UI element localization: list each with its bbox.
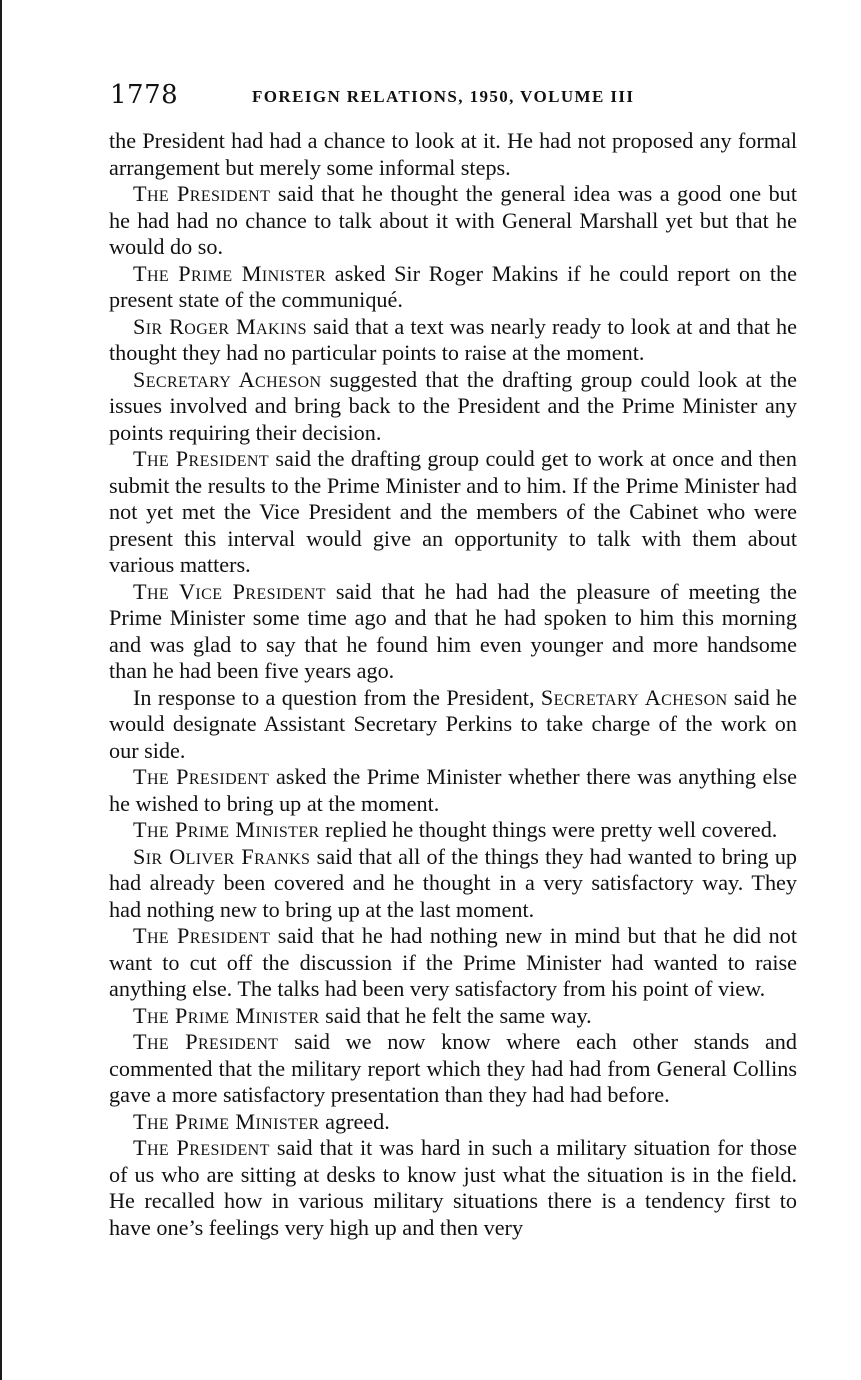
speaker-name: The President [133, 181, 271, 206]
running-head-title: FOREIGN RELATIONS, 1950, VOLUME III [252, 87, 635, 106]
paragraph-text: said that he thought the general idea was a good one but he had had no chance to talk about it with General Marshall yet but that he would do so. [109, 181, 797, 259]
paragraph-8 [109, 685, 797, 765]
speaker-name: Sir Roger Makins [133, 313, 307, 339]
paragraph-13 [109, 1003, 797, 1030]
paragraph-text: In response to a question from the President, [133, 684, 541, 710]
paragraph-text: asked Sir Roger Makins if he could report on the present state of the communiqué. [109, 260, 797, 312]
paragraph-11 [109, 844, 797, 924]
paragraph-text: said we now know where each other stands and commented that the military report which they had had from General Collins gave a more satisfactory presentation than they had had before. [109, 1029, 797, 1107]
speaker-name: Secretary Acheson [540, 684, 728, 710]
speaker-name: The Prime Minister [133, 1108, 320, 1134]
paragraph-6 [109, 446, 797, 579]
running-head [110, 80, 800, 116]
speaker-name: Secretary Acheson [133, 366, 322, 392]
paragraph-1 [109, 128, 797, 181]
paragraph-text: said the drafting group could get to work at once and then submit the results to the Prime Minister and to him. If the Prime Minister had not yet met the Vice President and the members of the Cabinet who were present this interval would give an opportunity to talk with them about various matters. [109, 446, 798, 577]
paragraph-text: said that he felt the same way. [319, 1002, 592, 1028]
paragraph-5 [109, 367, 797, 447]
speaker-name: The President [133, 923, 271, 948]
paragraph-text: said that a text was nearly ready to look at and that he thought they had no particular points to raise at the moment. [109, 313, 797, 365]
paragraph-9 [109, 764, 797, 817]
body-text [109, 128, 797, 1241]
speaker-name: The President [133, 1135, 270, 1160]
speaker-name: The President [133, 446, 270, 471]
paragraph-text: agreed. [319, 1108, 390, 1134]
paragraph-3 [109, 261, 797, 314]
paragraph-4 [109, 314, 797, 367]
speaker-name: The Prime Minister [133, 817, 320, 842]
paragraph-text: replied he thought things were pretty well covered. [319, 817, 778, 842]
speaker-name: The President [133, 1029, 279, 1054]
paragraph-text: asked the Prime Minister whether there was anything else he wished to bring up at the moment. [109, 764, 798, 816]
paragraph-16 [109, 1135, 797, 1241]
paragraph-text: said that he had nothing new in mind but that he did not want to cut off the discussion if the Prime Minister had wanted to raise anything else. The talks had been very satisfactory from his point of view. [109, 923, 798, 1001]
paragraph-text-continued: said he would designate Assistant Secretary Perkins to take charge of the work on our side. [109, 684, 797, 763]
speaker-name: Sir Oliver Franks [133, 843, 311, 869]
paragraph-14 [109, 1029, 797, 1109]
speaker-name: The President [133, 764, 270, 789]
paragraph-2 [109, 181, 797, 261]
speaker-name: The Prime Minister [133, 260, 327, 286]
page-number: 1778 [110, 80, 179, 110]
paragraph-text: said that all of the things they had wanted to bring up had already been covered and he thought in a very satisfactory way. They had nothing new to bring up at the last moment. [109, 843, 798, 922]
paragraph-text: the President had had a chance to look at it. He had not proposed any formal arrangement but merely some informal steps. [109, 128, 797, 180]
speaker-name: The Prime Minister [133, 1002, 320, 1028]
paragraph-text: suggested that the drafting group could look at the issues involved and bring back to the President and the Prime Minister any points requiring their decision. [109, 366, 797, 445]
speaker-name: The Vice President [133, 578, 326, 604]
paragraph-10 [109, 817, 797, 844]
paragraph-12 [109, 923, 797, 1003]
paragraph-text: said that it was hard in such a military situation for those of us who are sitting at desks to know just what the situation is in the field. He recalled how in various military situations there is a tendency first to have one’s feelings very high up and then very [109, 1135, 797, 1240]
paragraph-15 [109, 1109, 797, 1136]
paragraph-7 [109, 579, 797, 685]
paragraph-text: said that he had had the pleasure of meeting the Prime Minister some time ago and that he had spoken to him this morning and was glad to say that he found him even younger and more handsome than he had been five years ago. [109, 578, 797, 683]
